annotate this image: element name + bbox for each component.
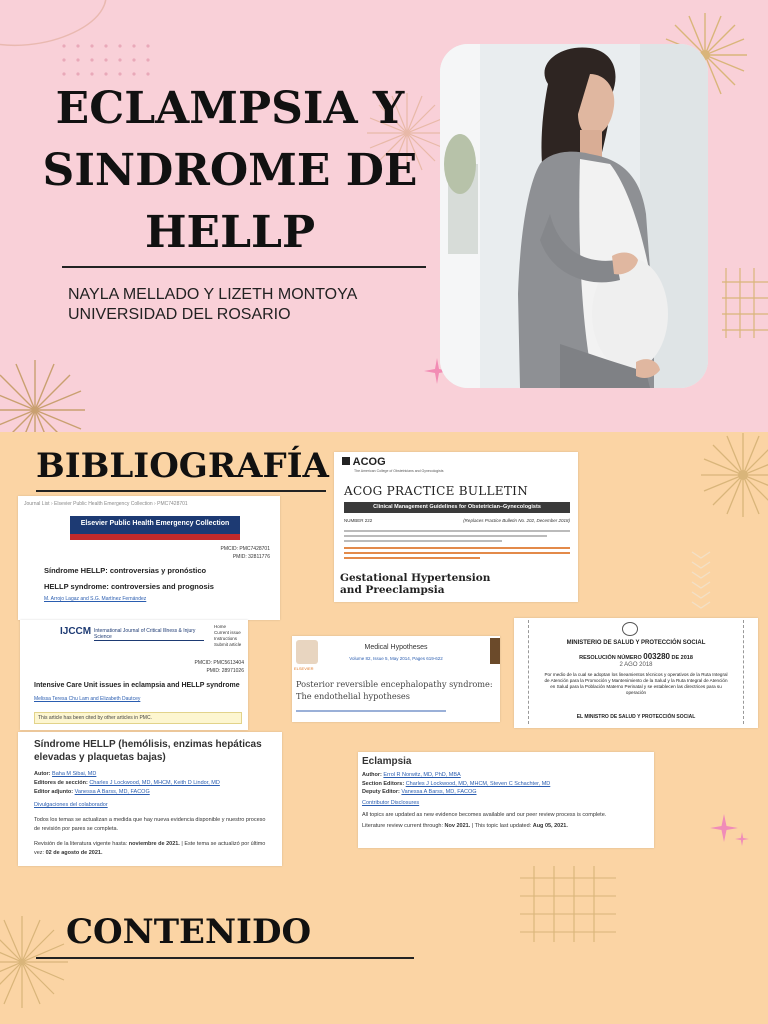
review-label: Revisión de la literatura vigente hasta: (34, 841, 128, 847)
chevron-decoration (690, 548, 712, 612)
bulletin-replaces: (Replaces Practice Bulletin No. 202, December 2018) (463, 518, 570, 523)
reference-card-elsevier[interactable]: Journal List › Elsevier Public Health Emergency Collection › PMC7428701 Elsevier Public Health Emergency Collection PMCID: PMC7428701 PMID: 32811776 Síndrome HELLP: controversias y pronóstico HELLP syndrome: controversies and prognosis M. Arrojo Lagaz and S.G. Martínez Fernández (18, 496, 280, 620)
authors-names: NAYLA MELLADO Y LIZETH MONTOYA (68, 286, 358, 303)
title-line: SINDROME DE (42, 145, 418, 196)
ijccm-logo: IJCCM (60, 626, 92, 637)
article-title-es: Síndrome HELLP: controversias y pronóstico (44, 566, 207, 575)
resolution-number: 003280 (643, 652, 670, 661)
authors-block (68, 285, 357, 325)
author-link[interactable]: Errol R Norwitz, MD, PhD, MBA (383, 772, 461, 778)
cited-note: This article has been cited by other articles in PMC. (34, 712, 242, 724)
updated-date: Aug 05, 2021. (532, 822, 568, 829)
article-title: Eclampsia (362, 756, 412, 767)
publisher-name: ELSEVIER (294, 666, 314, 671)
university-name: UNIVERSIDAD DEL ROSARIO (68, 306, 291, 323)
deputy-label: Editor adjunto: (34, 789, 74, 795)
article-title: Posterior reversible encephalopathy syndrome: The endothelial hypotheses (296, 679, 493, 701)
update-note: Todos los temas se actualizan a medida que hay nueva evidencia disponible y nuestro proceso de revisión por pares se completa. (34, 817, 266, 832)
bibliography-heading: BIBLIOGRAFÍA (36, 446, 329, 486)
reference-card-minsalud[interactable] (514, 618, 758, 728)
editors-label: Editores de sección: (34, 780, 88, 786)
sunburst-icon (0, 355, 90, 432)
ijccm-menu-item[interactable]: Home (214, 624, 227, 629)
resolution-body: Por medio de la cual se adoptan los lineamientos técnicos y operativos de la Ruta Integral de Atención para la Promoción y Mantenimiento de la Salud y la Ruta Integral de Atención en Salud para la Población Materno Perinatal y se establecen las directrices para su operación (544, 672, 728, 695)
author-link[interactable]: Baha M Sibai, MD (52, 771, 97, 777)
review-date: Nov 2021. (444, 822, 471, 829)
pmid: PMID: 32811776 (232, 554, 270, 560)
acog-logo-subtitle: The American College of Obstetricians and Gynecologists (354, 469, 444, 473)
bulletin-number: NUMBER 222 (344, 518, 373, 523)
article-title: Intensive Care Unit issues in eclampsia and HELLP syndrome (34, 682, 240, 689)
bulletin-title: Gestational Hypertension and Preeclampsia (340, 572, 491, 596)
author-list (296, 710, 446, 712)
page-title (40, 78, 420, 264)
disclosures-link[interactable]: Contributor Disclosures (362, 799, 420, 806)
disclosures-link[interactable]: Divulgaciones del colaborador (34, 802, 108, 808)
update-note: All topics are updated as new evidence becomes available and our peer review process is complete. (362, 812, 607, 818)
deputy-label: Deputy Editor: (362, 789, 400, 795)
reference-card-hellp-uptodate[interactable]: Síndrome HELLP (hemólisis, enzimas hepáticas elevadas y plaquetas bajas) Autor: Baha M Sibai, MD Editores de sección: Charles J Lockwood, MD, MHCM, Keith D Lindor, MD Editor adjunto: Vanessa A Barss, MD, FACOG Divulgaciones del colaborador Todos los temas se actualizan a medida que hay nueva evidencia disponible y nuestro proceso de revisión por pares se completa. Revisión de la literatura vigente hasta: noviembre de 2021. | Este tema se actualizó por último vez: 02 de agosto de 2021. (18, 732, 282, 866)
reference-card-medical-hypotheses[interactable] (292, 636, 500, 722)
ministry-name: MINISTERIO DE SALUD Y PROTECCIÓN SOCIAL (566, 640, 706, 646)
editors-label: Section Editors: (362, 780, 405, 787)
reference-card-ijccm[interactable] (20, 620, 248, 730)
content-divider (36, 957, 414, 959)
acog-band: Clinical Management Guidelines for Obstetrician–Gynecologists (344, 502, 570, 513)
ijccm-menu-item[interactable]: Instructions (214, 636, 238, 641)
article-authors[interactable]: Melissa Teresa Chu Lam and Elizabeth Dautcey (34, 696, 141, 702)
updated-label: This topic last updated: (474, 822, 532, 829)
journal-cover-icon (490, 638, 500, 664)
sparkle-icon (708, 810, 752, 850)
grid-decoration (520, 866, 616, 942)
minister-footer: EL MINISTRO DE SALUD Y PROTECCIÓN SOCIAL (576, 714, 696, 720)
reference-card-acog[interactable] (334, 452, 578, 602)
title-divider (62, 266, 426, 268)
resolution-label: RESOLUCIÓN NÚMERO (579, 655, 642, 661)
deputy-link[interactable]: Vanessa A Barss, MD, FACOG (401, 789, 477, 795)
journal-name: Medical Hypotheses (364, 644, 428, 651)
pregnant-woman-photo (440, 44, 708, 388)
cover-section (0, 0, 768, 432)
pmcid: PMCID: PMC7428701 (220, 546, 270, 552)
deputy-link[interactable]: Vanessa A Barss, MD, FACOG (74, 789, 150, 795)
acog-body-text (344, 526, 570, 559)
journal-volume: Volume 82, Issue 5, May 2014, Pages 619-622 (349, 656, 443, 661)
date-stamp: 2 AGO 2018 (619, 662, 653, 668)
acog-logo: ACOG (342, 456, 386, 468)
title-line: ECLAMPSIA Y (55, 83, 405, 134)
resolution-year: DE 2018 (671, 655, 693, 661)
sunburst-icon (698, 432, 768, 520)
pmid: PMID: 28971026 (206, 668, 244, 674)
grid-decoration (722, 268, 768, 338)
ijccm-menu-item[interactable]: Current issue (214, 630, 241, 635)
sunburst-icon (0, 912, 72, 1012)
pmcid: PMCID: PMC5613404 (194, 660, 244, 666)
editors-link[interactable]: Charles J Lockwood, MD, MHCM, Steven C Schachter, MD (405, 780, 551, 787)
elsevier-banner: Elsevier Public Health Emergency Collection (70, 516, 240, 540)
article-title: Síndrome HELLP (hemólisis, enzimas hepáticas elevadas y plaquetas bajas) (34, 739, 262, 763)
author-label: Author: (362, 772, 382, 778)
acog-emblem-icon (342, 457, 350, 465)
acog-heading: ACOG PRACTICE BULLETIN (344, 484, 529, 498)
title-line: HELLP (144, 207, 316, 258)
review-label: Literature review current through: (362, 822, 444, 829)
review-date: noviembre de 2021. (128, 841, 180, 847)
ijccm-journal: International Journal of Critical Illness & Injury Science (94, 628, 204, 641)
bibliography-section (0, 432, 768, 1024)
author-label: Autor: (34, 771, 51, 777)
dot-grid-decoration (60, 42, 160, 82)
editors-link[interactable]: Charles J Lockwood, MD, MHCM, Keith D Lindor, MD (89, 780, 220, 786)
updated-label: Este tema se actualizó por último vez: (34, 841, 266, 856)
content-heading: CONTENIDO (66, 912, 312, 952)
reference-card-eclampsia-uptodate[interactable]: Eclampsia Author: Errol R Norwitz, MD, PhD, MBA Section Editors: Charles J Lockwood, MD, MHCM, Steven C Schachter, MD Deputy Editor: Vanessa A Barss, MD, FACOG Contributor Disclosures All topics are updated as new evidence becomes available and our peer review process is complete. Literature review current through: Nov 2021. | This topic last updated: Aug 05, 2021. (358, 752, 654, 848)
ijccm-menu-item[interactable]: Submit article (214, 642, 242, 647)
bibliography-divider (36, 490, 326, 492)
article-title-en: HELLP syndrome: controversies and prognosis (44, 582, 214, 591)
article-authors[interactable]: M. Arrojo Lagaz and S.G. Martínez Fernández (44, 596, 147, 602)
updated-date: 02 de agosto de 2021. (45, 850, 103, 856)
